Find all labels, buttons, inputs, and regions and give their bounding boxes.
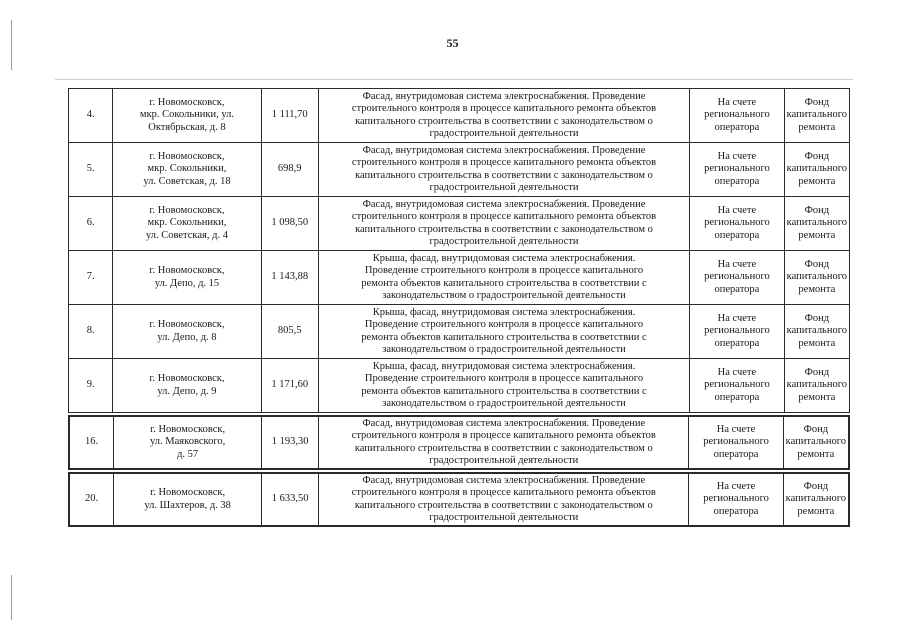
payment-method: На счете регионального оператора	[704, 366, 770, 403]
payment-cell	[690, 143, 784, 196]
funding-source: Фонд капитального ремонта	[786, 204, 848, 241]
funding-source: Фонд капитального ремонта	[785, 480, 847, 517]
payment-method: На счете регионального оператора	[704, 204, 770, 241]
row-number: 7.	[86, 271, 95, 283]
funding-source: Фонд капитального ремонта	[786, 150, 848, 187]
row-number: 20.	[85, 493, 99, 505]
area-cell	[262, 197, 319, 250]
source-cell	[785, 359, 849, 412]
source-cell	[785, 89, 849, 142]
table-row	[68, 358, 850, 413]
area: 1 111,70	[271, 109, 308, 121]
area-cell	[262, 251, 319, 304]
area: 1 143,88	[271, 271, 309, 283]
works-cell	[319, 417, 689, 468]
works-description: Фасад, внутридомовая система электроснабжения. Проведение строительного контроля в процессе капитального ремонта объектов капитального строительства в соответствии с законодательством о градостроительной деятельности	[351, 90, 657, 139]
payment-method: На счете регионального оператора	[704, 258, 770, 295]
address: г. Новомосковск, ул. Маяковского, д. 57	[150, 423, 226, 460]
area-cell	[262, 89, 319, 142]
address-cell	[113, 305, 261, 358]
funding-source: Фонд капитального ремонта	[786, 366, 848, 403]
source-cell	[784, 474, 848, 525]
row-number-cell	[69, 143, 113, 196]
address-cell	[114, 474, 262, 525]
works-description: Крыша, фасад, внутридомовая система электроснабжения. Проведение строительного контроля в процессе капитального ремонта объектов капитального строительства в соответствии с законодательством о градостроительной деятельности	[361, 360, 647, 409]
area-cell	[262, 305, 319, 358]
area-cell	[262, 474, 319, 525]
funding-source: Фонд капитального ремонта	[785, 423, 847, 460]
area-cell	[262, 417, 319, 468]
works-description: Крыша, фасад, внутридомовая система электроснабжения. Проведение строительного контроля в процессе капитального ремонта объектов капитального строительства в соответствии с законодательством о градостроительной деятельности	[361, 306, 647, 355]
payment-method: На счете регионального оператора	[704, 96, 770, 133]
area: 1 193,30	[271, 436, 309, 448]
funding-source: Фонд капитального ремонта	[786, 96, 848, 133]
payment-method: На счете регионального оператора	[704, 150, 770, 187]
payment-cell	[690, 359, 784, 412]
address: г. Новомосковск, ул. Депо, д. 9	[149, 373, 225, 397]
row-number-cell	[70, 474, 114, 525]
works-cell	[319, 305, 690, 358]
row-number: 9.	[86, 379, 95, 391]
address-cell	[113, 89, 261, 142]
area: 1 633,50	[271, 493, 309, 505]
area: 698,9	[277, 163, 302, 175]
address-cell	[113, 251, 261, 304]
page-number: 55	[446, 36, 459, 50]
row-number: 8.	[86, 325, 95, 337]
address: г. Новомосковск, ул. Депо, д. 8	[149, 319, 225, 343]
funding-source: Фонд капитального ремонта	[786, 258, 848, 295]
works-description: Фасад, внутридомовая система электроснабжения. Проведение строительного контроля в процессе капитального ремонта объектов капитального строительства в соответствии с законодательством о градостроительной деятельности	[351, 144, 657, 193]
address: г. Новомосковск, ул. Шахтеров, д. 38	[144, 487, 231, 511]
table-row	[68, 415, 850, 470]
works-cell	[319, 89, 690, 142]
table-row	[68, 304, 850, 359]
funding-source: Фонд капитального ремонта	[786, 312, 848, 349]
works-cell	[319, 359, 690, 412]
source-cell	[785, 251, 849, 304]
address: г. Новомосковск, мкр. Сокольники, ул. Советская, д. 4	[145, 204, 228, 241]
area: 1 171,60	[271, 379, 309, 391]
payment-method: На счете регионального оператора	[703, 480, 769, 517]
works-cell	[319, 474, 689, 525]
table-row	[68, 472, 850, 527]
works-cell	[319, 143, 690, 196]
payment-cell	[689, 474, 783, 525]
works-description: Фасад, внутридомовая система электроснабжения. Проведение строительного контроля в процессе капитального ремонта объектов капитального строительства в соответствии с законодательством о градостроительной деятельности	[351, 474, 656, 523]
source-cell	[785, 305, 849, 358]
works-description: Крыша, фасад, внутридомовая система электроснабжения. Проведение строительного контроля в процессе капитального ремонта объектов капитального строительства в соответствии с законодательством о градостроительной деятельности	[361, 252, 647, 301]
header-rule	[55, 79, 853, 80]
works-description: Фасад, внутридомовая система электроснабжения. Проведение строительного контроля в процессе капитального ремонта объектов капитального строительства в соответствии с законодательством о градостроительной деятельности	[351, 198, 657, 247]
address: г. Новомосковск, ул. Депо, д. 15	[149, 265, 225, 289]
works-cell	[319, 197, 690, 250]
table-row	[68, 250, 850, 305]
area: 805,5	[277, 325, 302, 337]
row-number-cell	[69, 197, 113, 250]
source-cell	[785, 197, 849, 250]
row-number-cell	[70, 417, 114, 468]
area-cell	[262, 143, 319, 196]
binding-edge-mark-bottom	[11, 575, 12, 620]
works-cell	[319, 251, 690, 304]
address-cell	[113, 359, 261, 412]
payment-method: На счете регионального оператора	[703, 423, 769, 460]
area: 1 098,50	[271, 217, 309, 229]
payment-cell	[690, 197, 784, 250]
address-cell	[113, 197, 261, 250]
payment-cell	[690, 251, 784, 304]
table-row	[68, 88, 850, 143]
row-number-cell	[69, 251, 113, 304]
source-cell	[785, 143, 849, 196]
row-number: 16.	[85, 436, 99, 448]
address: г. Новомосковск, мкр. Сокольники, ул. Октябрьская, д. 8	[139, 96, 234, 133]
area-cell	[262, 359, 319, 412]
payment-cell	[690, 89, 784, 142]
payment-cell	[690, 305, 784, 358]
source-cell	[784, 417, 848, 468]
address-cell	[114, 417, 262, 468]
row-number-cell	[69, 89, 113, 142]
row-number-cell	[69, 359, 113, 412]
table-row	[68, 196, 850, 251]
row-number-cell	[69, 305, 113, 358]
address: г. Новомосковск, мкр. Сокольники, ул. Советская, д. 18	[143, 150, 231, 187]
row-number: 5.	[86, 163, 95, 175]
row-number: 6.	[86, 217, 95, 229]
works-description: Фасад, внутридомовая система электроснабжения. Проведение строительного контроля в процессе капитального ремонта объектов капитального строительства в соответствии с законодательством о градостроительной деятельности	[351, 417, 656, 466]
payment-cell	[689, 417, 783, 468]
payment-method: На счете регионального оператора	[704, 312, 770, 349]
table-row	[68, 142, 850, 197]
repair-objects-table	[68, 89, 850, 527]
address-cell	[113, 143, 261, 196]
row-number: 4.	[86, 109, 95, 121]
